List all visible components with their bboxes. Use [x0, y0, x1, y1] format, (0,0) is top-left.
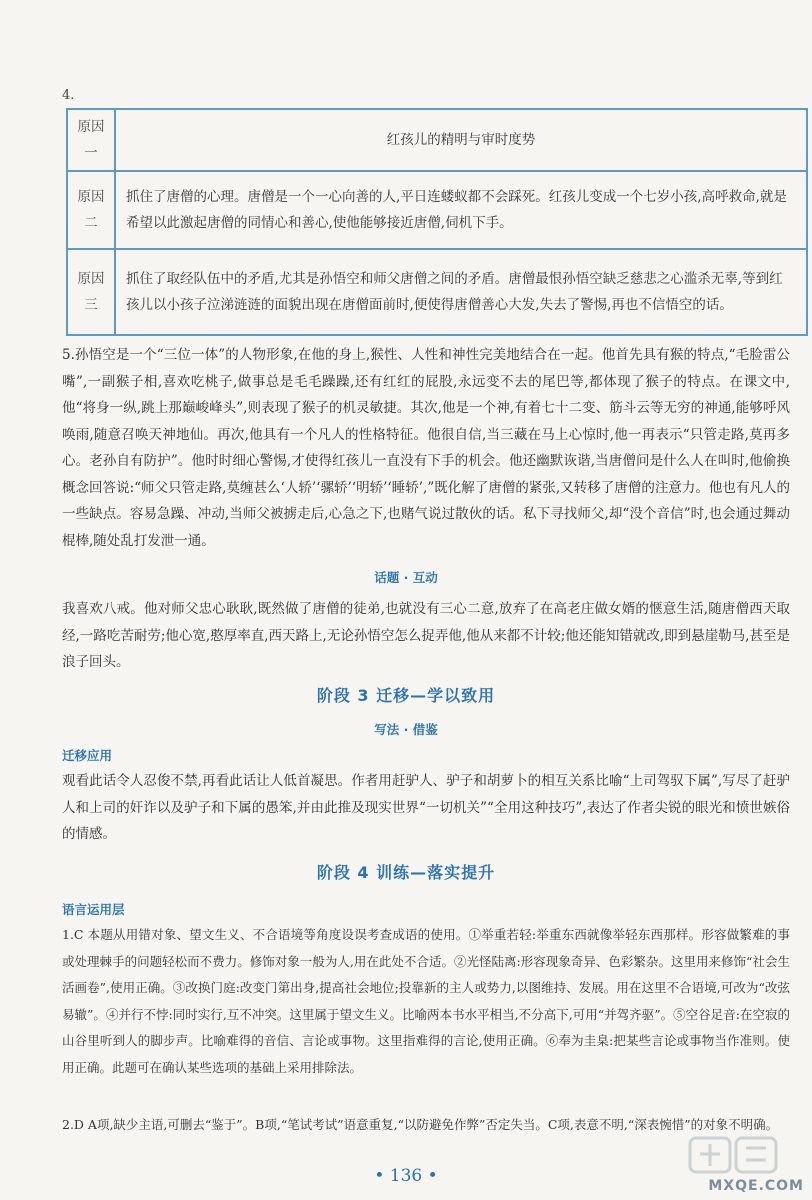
table-row	[67, 249, 807, 335]
reasons-table	[66, 108, 808, 336]
answer-1: 1.C 本题从用错对象、望文生义、不合语境等角度设误考查成语的使用。①举重若轻:举重东西就像举轻东西那样。形容做繁难的事或处理棘手的问题轻松而不费力。修饰对象一般为人,用在此处不合适。②光怪陆离:形容现象奇异、色彩繁杂。这里用来修饰“社会生活画卷”,使用正确。③改换门庭:改变门第出身,提高社会地位;投靠新的主人或势力,以图维持、发展。用在这里不合语境,可改为“改弦易辙”。④并行不悖:同时实行,互不冲突。这里属于望文生义。比喻两本书水平相当,不分高下,可用“并驾齐驱”。⑤空谷足音:在空寂的山谷里听到人的脚步声。比喻难得的音信、言论或事物。这里指难得的言论,使用正确。⑥奉为圭臬:把某些言论或事物当作准则。使用正确。此题可在确认某些选项的基础上采用排除法。	[62, 927, 790, 1075]
topic-subtitle: 话题 · 互动	[374, 570, 438, 585]
row-label: 原因三	[67, 249, 115, 335]
row-content: 红孩儿的精明与审时度势	[115, 109, 807, 171]
stage-4-title: 阶段 4 训练—落实提升	[316, 863, 496, 882]
question-5-answer: 5.孙悟空是一个“三位一体”的人物形象,在他的身上,猴性、人性和神性完美地结合在一起。他首先具有猴的特点,“毛脸雷公嘴”,一副猴子相,喜欢吃桃子,做事总是毛毛躁躁,还有红红的屁股,永远变不去的尾巴等,都体现了猴子的特点。在课文中,他“将身一纵,跳上那巅峻峰头”,则表现了猴子的机灵敏捷。其次,他是一个神,有着七十二变、筋斗云等无穷的神通,能够呼风唤雨,随意召唤天神地仙。再次,他具有一个凡人的性格特征。他很自信,当三藏在马上心惊时,他一再表示“只管走路,莫再多心。老孙自有防护”。他时时细心警惕,才使得红孩儿一直没有下手的机会。他还幽默诙谐,当唐僧问是什么人在叫时,他偷换概念回答说:“师父只管走路,莫缠甚么‘人轿’‘骡轿’‘明轿’‘睡轿’,”既化解了唐僧的紧张,又转移了唐僧的注意力。他也有凡人的一些缺点。容易急躁、冲动,当师父被掳走后,心急之下,也赌气说过散伙的话。私下寻找师父,却“没个音信”时,也会通过舞动棍棒,随处乱打发泄一通。	[62, 347, 790, 549]
topic-answer: 我喜欢八戒。他对师父忠心耿耿,既然做了唐僧的徒弟,也就没有三心二意,放弃了在高老庄做女婿的惬意生活,随唐僧西天取经,一路吃苦耐劳;他心宽,憨厚率直,西天路上,无论孙悟空怎么捉弄他,他从来都不计较;他还能知错就改,即到悬崖勒马,甚至是浪子回头。	[62, 601, 790, 670]
stage-3-answer: 观看此话令人忍俊不禁,再看此话让人低首凝思。作者用赶驴人、驴子和胡萝卜的相互关系比喻“上司驾驭下属”,写尽了赶驴人和上司的奸诈以及驴子和下属的愚笨,并由此推及现实世界“一切机关”“全用这种技巧”,表达了作者尖锐的眼光和愤世嫉俗的情感。	[62, 773, 790, 842]
watermark-text: MXQE.COM	[708, 1178, 804, 1194]
stage-3-title: 阶段 3 迁移—学以致用	[316, 686, 496, 705]
stage-3-section-heading: 迁移应用	[62, 748, 113, 763]
row-content: 抓住了取经队伍中的矛盾,尤其是孙悟空和师父唐僧之间的矛盾。唐僧最恨孙悟空缺乏慈悲之心滥杀无辜,等到红孩儿以小孩子泣涕涟涟的面貌出现在唐僧面前时,便使得唐僧善心大发,失去了警惕,再也不信悟空的话。	[115, 249, 807, 335]
table-row	[67, 109, 807, 171]
row-content: 抓住了唐僧的心理。唐僧是一个一心向善的人,平日连蝼蚁都不会踩死。红孩儿变成一个七岁小孩,高呼救命,就是希望以此激起唐僧的同情心和善心,使他能够接近唐僧,伺机下手。	[115, 171, 807, 249]
answer-2: 2.D A项,缺少主语,可删去“鉴于”。B项,“笔试考试”语意重复,“以防避免作弊”否定失当。C项,表意不明,“深表惋惜”的对象不明确。	[62, 1117, 779, 1132]
row-label: 原因二	[67, 171, 115, 249]
stage-4-section-heading: 语言运用层	[62, 902, 125, 917]
table-row	[67, 171, 807, 249]
page-number: • 136 •	[374, 1166, 438, 1186]
row-label: 原因一	[67, 109, 115, 171]
stage-3-subtitle: 写法 · 借鉴	[374, 722, 438, 737]
question-4-number: 4.	[62, 88, 75, 103]
